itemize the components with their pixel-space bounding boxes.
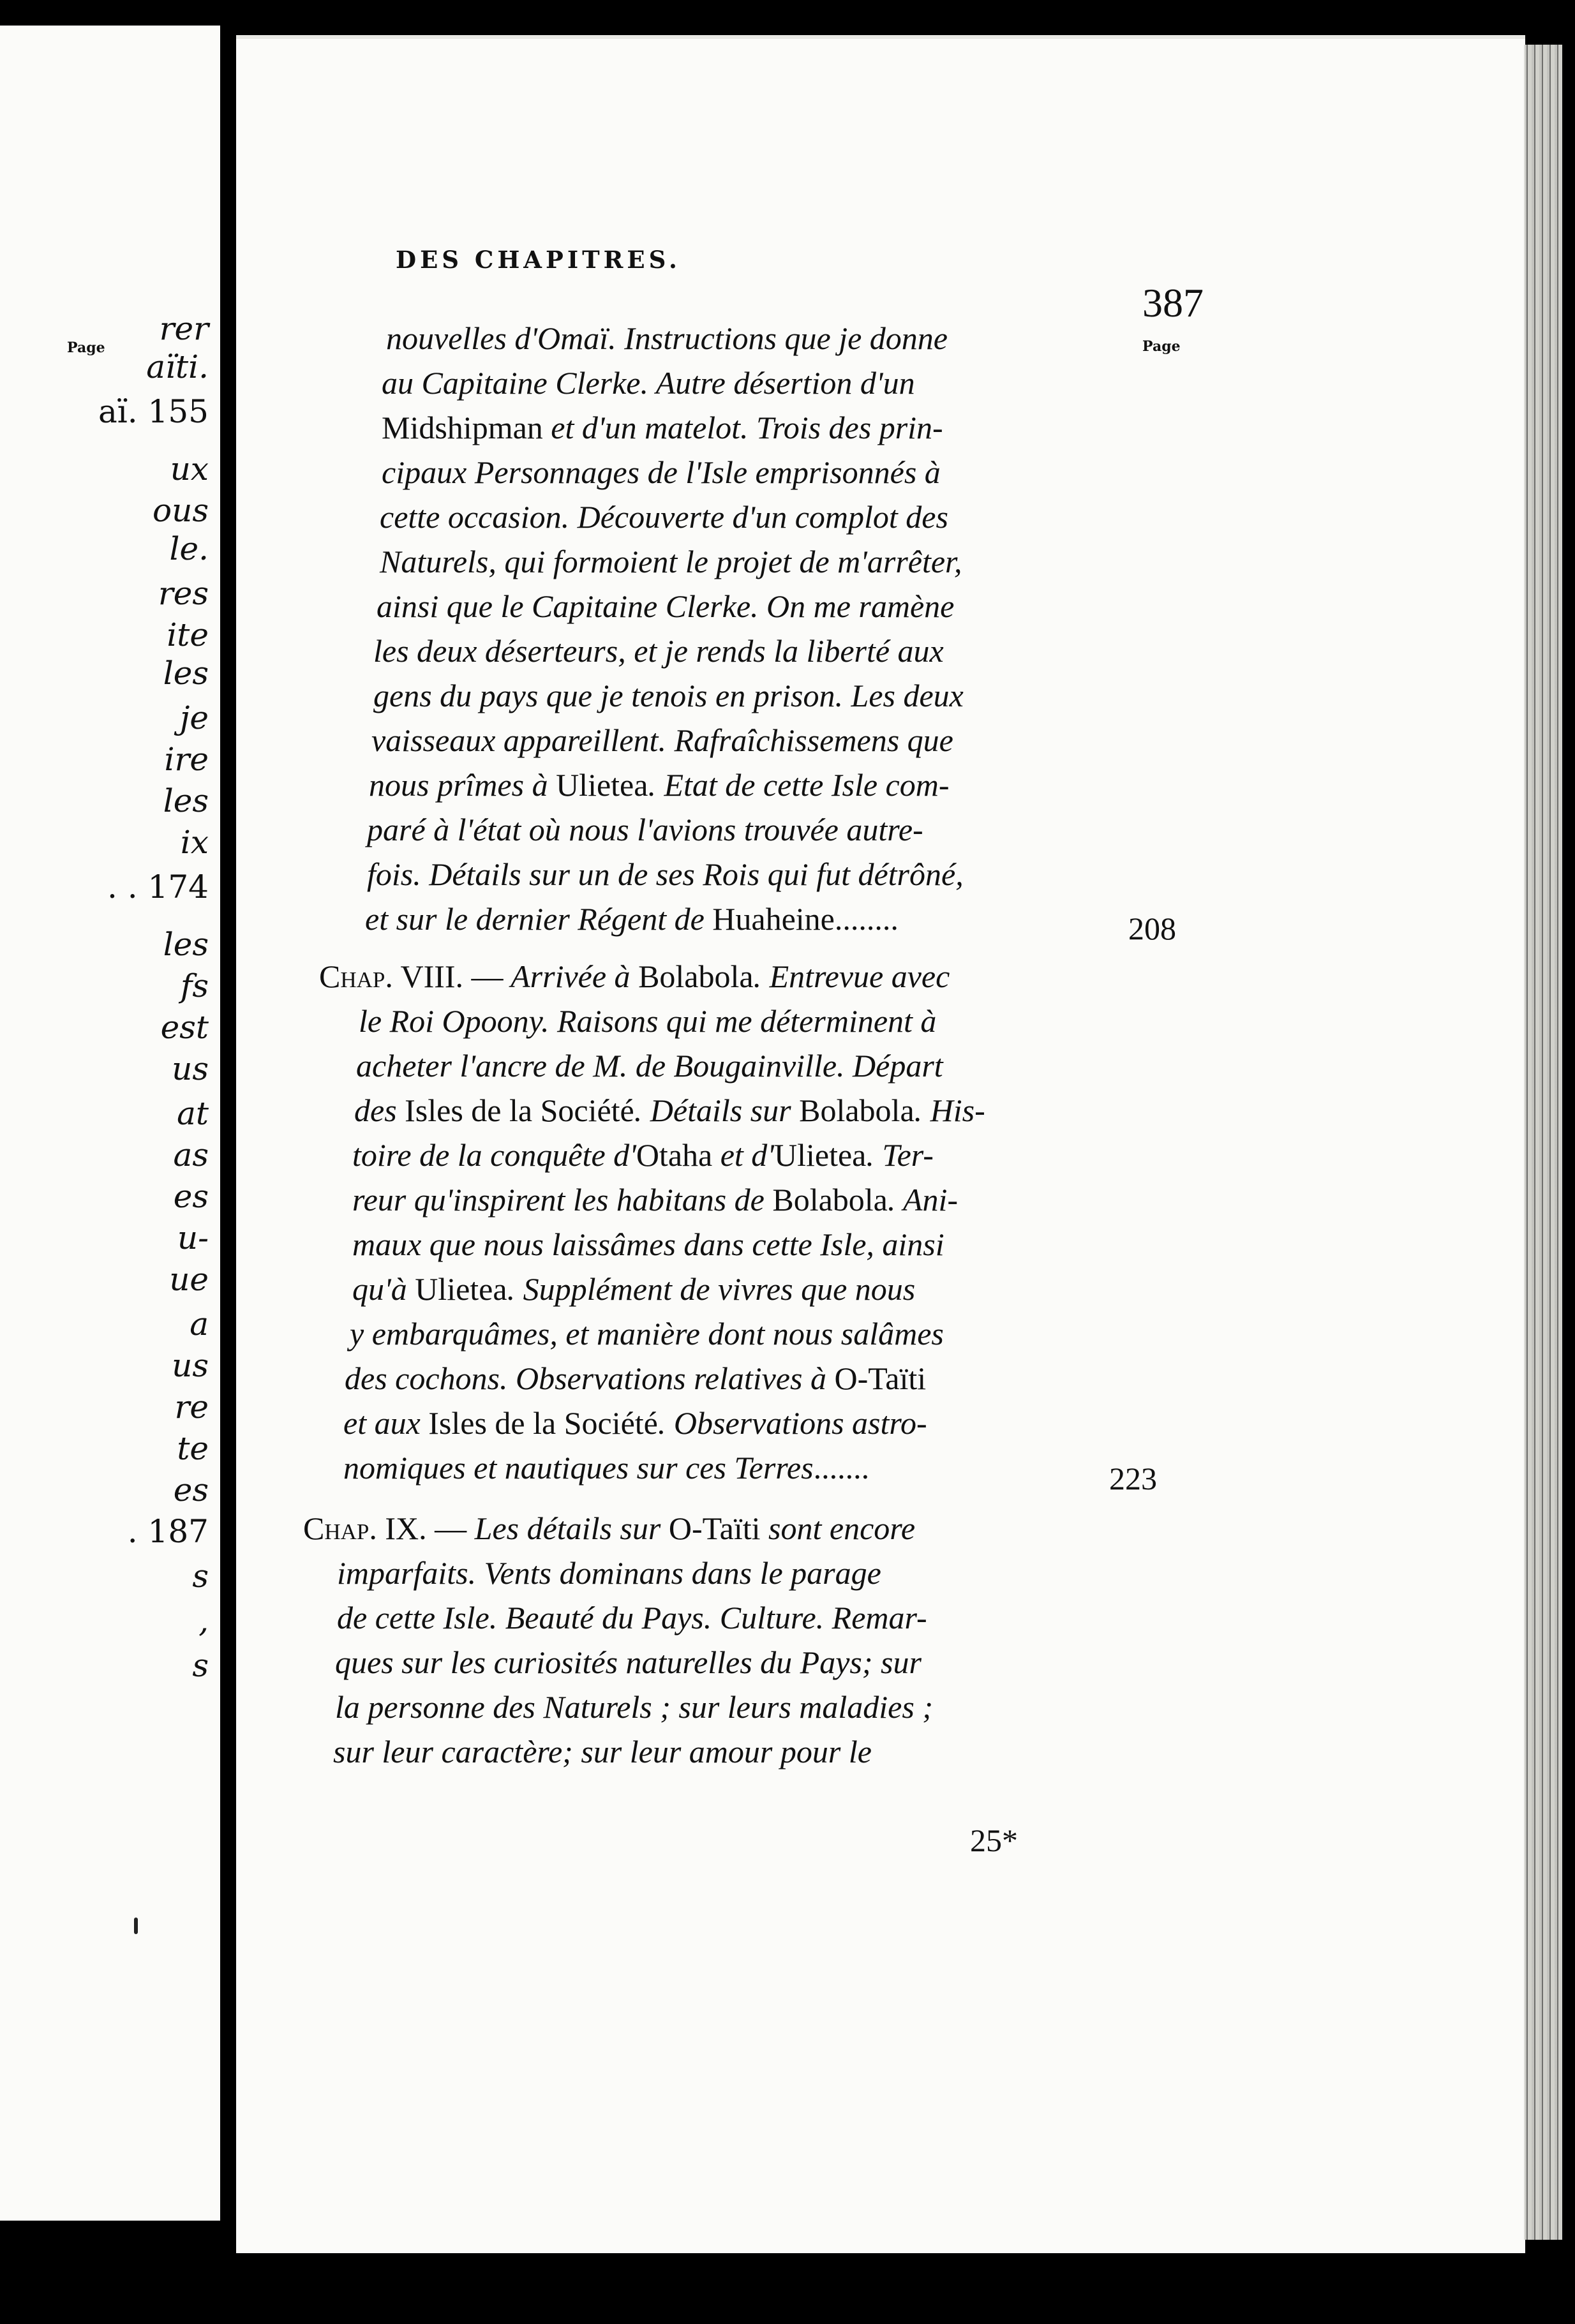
page-edge: [1524, 45, 1562, 2240]
left-page-label: Page: [67, 339, 105, 356]
left-page-line-fragment: re: [174, 1389, 209, 1426]
text-line: maux que nous laissâmes dans cette Isle, ainsi: [352, 1226, 944, 1262]
text-line: vaisseaux appareillent. Rafraîchissemens que: [371, 722, 953, 758]
left-page-fragment: [0, 26, 220, 2221]
left-page-line-fragment: aï. 155: [98, 393, 209, 430]
text-line: et aux Isles de la Société. Observations astro-: [343, 1405, 927, 1441]
left-page-line-fragment: ire: [164, 741, 209, 778]
text-line: gens du pays que je tenois en prison. Les deux: [373, 678, 964, 713]
left-page-line-fragment: les: [163, 782, 209, 819]
left-page-line-fragment: as: [173, 1136, 209, 1173]
page-label: Page: [1142, 338, 1181, 355]
text-line: toire de la conquête d'Otaha et d'Ulietea. Ter-: [352, 1137, 934, 1173]
left-page-line-fragment: fs: [180, 967, 209, 1004]
page-reference: 208: [1128, 911, 1176, 946]
left-page-line-fragment: at: [177, 1095, 209, 1132]
left-page-line-fragment: aïti.: [146, 348, 209, 385]
left-page-line-fragment: us: [172, 1050, 209, 1087]
text-line: de cette Isle. Beauté du Pays. Culture. Remar-: [337, 1600, 927, 1635]
left-page-line-fragment: ite: [167, 616, 209, 653]
text-line: sur leur caractère; sur leur amour pour le: [333, 1734, 872, 1769]
text-line: paré à l'état où nous l'avions trouvée autre-: [367, 812, 923, 847]
page-number: 387: [1142, 280, 1204, 325]
left-page-line-fragment: . 187: [127, 1513, 209, 1550]
text-line: ainsi que le Capitaine Clerke. On me ramène: [377, 588, 955, 624]
text-line: qu'à Ulietea. Supplément de vivres que nous: [352, 1271, 916, 1307]
left-page-line-fragment: s: [192, 1647, 209, 1684]
left-page-line-fragment: le.: [169, 530, 209, 567]
text-line: la personne des Naturels ; sur leurs maladies ;: [335, 1689, 933, 1725]
text-line: Naturels, qui formoient le projet de m'arrêter,: [380, 544, 962, 579]
left-page-line-fragment: ous: [153, 492, 209, 529]
page-reference: 223: [1109, 1461, 1157, 1496]
running-head: DES CHAPITRES.: [396, 246, 681, 274]
left-page-line-fragment: ue: [169, 1261, 209, 1298]
ink-mark: [134, 1918, 138, 1934]
left-page-line-fragment: ix: [180, 824, 209, 861]
text-line: nomiques et nautiques sur ces Terres.......: [343, 1450, 870, 1486]
text-line: ques sur les curiosités naturelles du Pays; sur: [335, 1644, 922, 1680]
text-line: cette occasion. Découverte d'un complot des: [380, 499, 948, 535]
left-page-line-fragment: a: [190, 1306, 209, 1343]
text-line: les deux déserteurs, et je rends la liberté aux: [373, 633, 944, 669]
left-page-line-fragment: s: [192, 1558, 209, 1595]
text-line: et sur le dernier Régent de Huaheine........: [365, 901, 899, 937]
left-page-line-fragment: te: [177, 1430, 209, 1467]
text-line: le Roi Opoony. Raisons qui me déterminent à: [359, 1003, 937, 1039]
chapter-heading-viii: Chap. VIII. — Arrivée à Bolabola. Entrevue avec: [319, 958, 950, 994]
left-page-line-fragment: est: [160, 1009, 209, 1046]
text-line: nous prîmes à Ulietea. Etat de cette Isle com-: [369, 767, 950, 803]
text-line: au Capitaine Clerke. Autre désertion d'un: [382, 365, 915, 401]
text-line: fois. Détails sur un de ses Rois qui fut détrôné,: [367, 856, 964, 892]
text-line: des Isles de la Société. Détails sur Bolabola. His-: [354, 1092, 985, 1128]
signature-mark: 25*: [970, 1822, 1018, 1858]
left-page-line-fragment: u-: [177, 1219, 209, 1256]
left-page-line-fragment: les: [163, 926, 209, 963]
text-line: reur qu'inspirent les habitans de Bolabola. Ani-: [352, 1182, 959, 1218]
left-page-line-fragment: es: [173, 1178, 209, 1215]
left-page-line-fragment: ,: [198, 1602, 209, 1639]
left-page-line-fragment: us: [172, 1347, 209, 1384]
left-page-line-fragment: rer: [159, 310, 209, 347]
left-page-line-fragment: je: [179, 699, 209, 736]
left-page-line-fragment: res: [158, 575, 209, 612]
left-page-line-fragment: les: [163, 655, 209, 692]
left-page-line-fragment: . . 174: [107, 868, 209, 905]
text-line: nouvelles d'Omaï. Instructions que je donne: [386, 320, 948, 356]
text-line: des cochons. Observations relatives à O-Taïti: [345, 1360, 927, 1396]
text-line: Midshipman et d'un matelot. Trois des prin-: [382, 410, 943, 445]
text-line: y embarquâmes, et manière dont nous salâmes: [350, 1316, 944, 1352]
left-page-line-fragment: es: [173, 1471, 209, 1508]
text-line: imparfaits. Vents dominans dans le parage: [337, 1555, 881, 1591]
text-line: cipaux Personnages de l'Isle emprisonnés à: [382, 454, 941, 490]
left-page-line-fragment: ux: [170, 451, 209, 488]
text-line: acheter l'ancre de M. de Bougainville. Départ: [356, 1048, 943, 1084]
chapter-heading-ix: Chap. IX. — Les détails sur O-Taïti sont encore: [303, 1510, 916, 1546]
